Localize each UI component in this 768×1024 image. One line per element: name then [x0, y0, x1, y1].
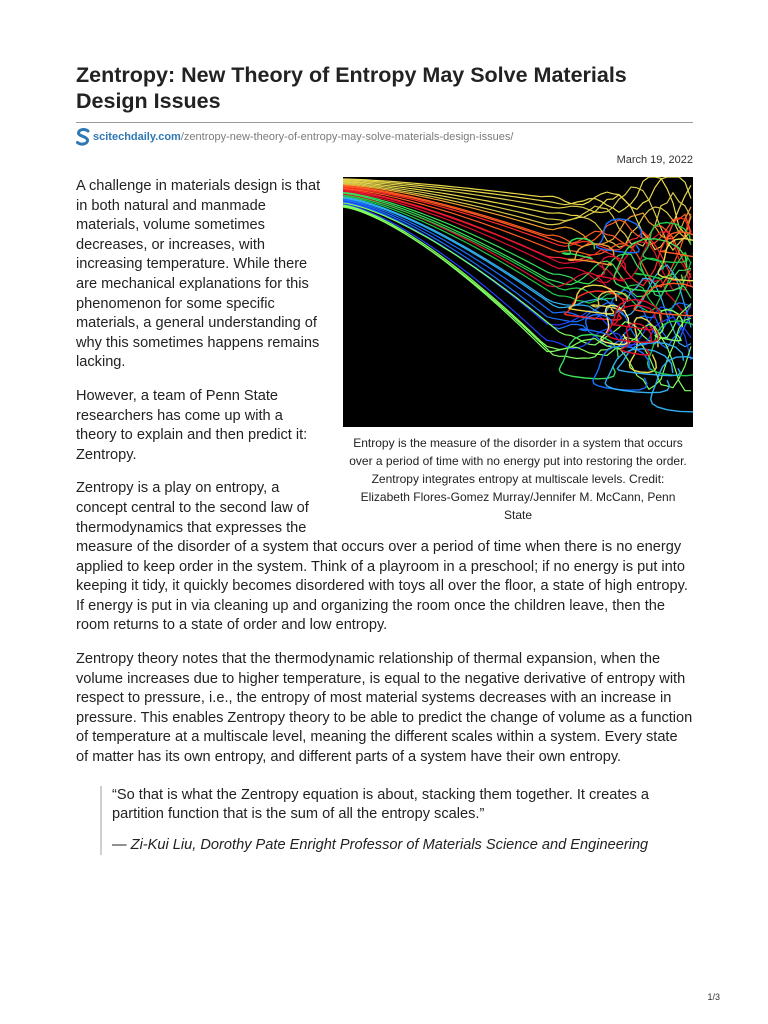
entropy-illustration	[343, 177, 693, 427]
paragraph-4: Zentropy theory notes that the thermodynamic relationship of thermal expansion, when the volume increases due to higher temperature, is equal to the negative derivative of entropy with respect to pressure, i.e., the entropy of most material systems decreases with an increase in pressure. This enables Zentropy theory to be able to predict the change of volume as a function of temperature at a multiscale level, meaning the different scales within a system. Every state of matter has its own entropy, and different parts of a system have their own entropy.	[76, 651, 693, 766]
source-line	[76, 127, 693, 147]
page-indicator: 1/3	[707, 992, 720, 1002]
strand-line	[343, 193, 691, 298]
title-divider	[76, 122, 693, 123]
paragraph-2: However, a team of Penn State researchers has come up with a theory to explain and then predict it: Zentropy.	[76, 387, 308, 463]
quote-attribution: — Zi-Kui Liu, Dorothy Pate Enright Professor of Materials Science and Engineering	[112, 836, 649, 853]
chaos-loop	[593, 346, 650, 390]
article-title: Zentropy: New Theory of Entropy May Solve Materials Design Issues	[76, 63, 627, 113]
article-page	[76, 62, 693, 866]
source-path[interactable]: /zentropy-new-theory-of-entropy-may-solve-materials-design-issues/	[180, 131, 514, 143]
scitechdaily-logo-icon	[76, 128, 90, 146]
strand-line	[343, 189, 691, 287]
article-figure	[343, 177, 693, 524]
source-url[interactable]	[93, 131, 513, 143]
paragraph-3: Zentropy is a play on entropy, a concept central to the second law of thermodynamics that expresses the measure of the disorder of a system that occurs over a period of time when there is no energy applied to keep order in the system. Think of a playroom in a preschool; if no energy is put into keeping it tidy, it quickly becomes disordered with toys all over the floor, a state of high entropy. If energy is put in via cleaning up and organizing the room once the children leave, then the room returns to a state of order and low entropy.	[76, 480, 688, 634]
quote-text: “So that is what the Zentropy equation is about, stacking them together. It creates a partition function that is the sum of all the entropy scales.”	[112, 786, 650, 823]
pull-quote	[100, 786, 693, 856]
publish-date: March 19, 2022	[616, 154, 693, 166]
figure-caption: Entropy is the measure of the disorder in a system that occurs over a period of time with no energy put into restoring the order. Zentropy integrates entropy at multiscale levels. Credit: Elizabeth Flores-Gomez Murray/Jennifer M. McCann, Penn State	[349, 436, 687, 522]
source-site[interactable]: scitechdaily.com	[93, 131, 181, 143]
paragraph-1: A challenge in materials design is that in both natural and manmade materials, volume sometimes decreases, or increases, with increasing temperature. While there are mechanical explanations for this phenomenon for some specific materials, a general understanding of why this sometimes happens remains lacking.	[76, 178, 321, 371]
